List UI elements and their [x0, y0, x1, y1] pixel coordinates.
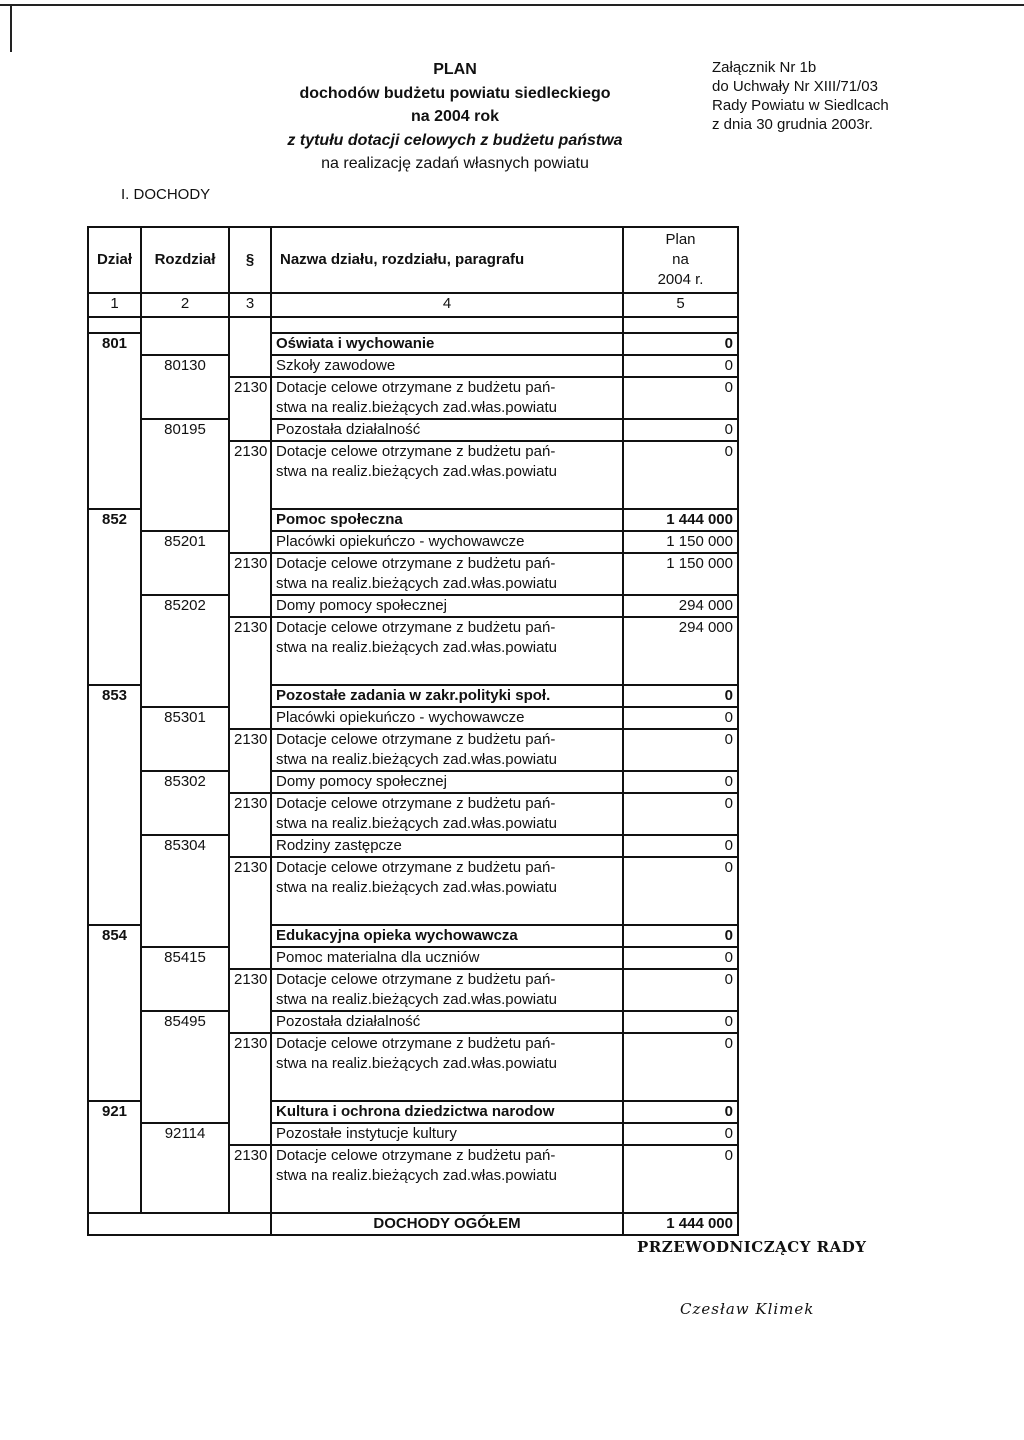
cell-paragraf [229, 398, 271, 419]
cell-rozdzial [141, 553, 229, 574]
cell-dzial: 801 [88, 333, 141, 355]
total-value: 1 444 000 [623, 1213, 738, 1235]
cell-rozdzial [141, 1054, 229, 1074]
cell-paragraf [229, 814, 271, 835]
cell-nazwa: Szkoły zawodowe [271, 355, 623, 377]
dzial-row [88, 925, 738, 947]
spacer-cell [229, 658, 271, 685]
rozdzial-row [88, 771, 738, 793]
cell-paragraf: 2130 [229, 377, 271, 398]
cell-plan: 0 [623, 355, 738, 377]
cell-nazwa: Edukacyjna opieka wychowawcza [271, 925, 623, 947]
cell-paragraf [229, 574, 271, 595]
cell-plan [623, 1054, 738, 1074]
cell-paragraf [229, 685, 271, 707]
spacer-cell [271, 482, 623, 509]
cell-plan: 294 000 [623, 617, 738, 638]
column-number: 4 [271, 293, 623, 317]
cell-nazwa: Rodziny zastępcze [271, 835, 623, 857]
cell-rozdzial: 92114 [141, 1123, 229, 1145]
paragraf-row [88, 553, 738, 574]
cell-rozdzial [141, 857, 229, 878]
cell-rozdzial: 85304 [141, 835, 229, 857]
rozdzial-row [88, 947, 738, 969]
cell-dzial [88, 814, 141, 835]
spacer-cell [141, 1074, 229, 1101]
header-row [88, 227, 738, 293]
cell-dzial [88, 462, 141, 482]
left-margin-mark [10, 4, 12, 52]
spacer-row [88, 898, 738, 925]
paragraf-row [88, 377, 738, 398]
cell-rozdzial [141, 1166, 229, 1186]
cell-rozdzial [141, 333, 229, 355]
rozdzial-row [88, 531, 738, 553]
cell-nazwa: stwa na realiz.bieżących zad.włas.powiatu [271, 1166, 623, 1186]
spacer-cell [88, 1074, 141, 1101]
cell-nazwa: Dotacje celowe otrzymane z budżetu pań- [271, 377, 623, 398]
cell-nazwa: Dotacje celowe otrzymane z budżetu pań- [271, 1145, 623, 1166]
cell-nazwa: Oświata i wychowanie [271, 333, 623, 355]
cell-dzial [88, 835, 141, 857]
spacer-row [88, 658, 738, 685]
annex-line: z dnia 30 grudnia 2003r. [712, 116, 873, 133]
cell-dzial [88, 419, 141, 441]
spacer-row [88, 1074, 738, 1101]
cell-paragraf [229, 462, 271, 482]
cell-plan: 1 150 000 [623, 531, 738, 553]
dzial-row [88, 333, 738, 355]
cell-nazwa: Dotacje celowe otrzymane z budżetu pań- [271, 729, 623, 750]
cell-paragraf [229, 771, 271, 793]
cell-nazwa: Pomoc społeczna [271, 509, 623, 531]
cell-rozdzial [141, 617, 229, 638]
column-number: 5 [623, 293, 738, 317]
cell-nazwa: Pomoc materialna dla uczniów [271, 947, 623, 969]
cell-plan: 0 [623, 1033, 738, 1054]
cell-dzial [88, 617, 141, 638]
cell-rozdzial: 85495 [141, 1011, 229, 1033]
spacer-cell [623, 1186, 738, 1213]
rozdzial-row [88, 1123, 738, 1145]
cell-dzial [88, 1033, 141, 1054]
cell-plan: 0 [623, 685, 738, 707]
cell-paragraf [229, 355, 271, 377]
spacer-cell [141, 898, 229, 925]
section-title: I. DOCHODY [121, 186, 211, 203]
spacer-cell [141, 317, 229, 333]
spacer-cell [141, 658, 229, 685]
header-plan-line: 2004 r. [657, 271, 704, 288]
cell-plan: 0 [623, 771, 738, 793]
signature-name: Czesław Klimek [680, 1300, 815, 1318]
spacer-row [88, 482, 738, 509]
cell-paragraf [229, 509, 271, 531]
cell-nazwa: stwa na realiz.bieżących zad.włas.powiatu [271, 878, 623, 898]
cell-rozdzial [141, 729, 229, 750]
spacer-cell [623, 317, 738, 333]
annex-line: Rady Powiatu w Siedlcach [712, 97, 889, 114]
cell-dzial [88, 750, 141, 771]
cell-paragraf [229, 990, 271, 1011]
rozdzial-row [88, 835, 738, 857]
spacer-cell [271, 658, 623, 685]
dzial-row [88, 685, 738, 707]
cell-plan: 0 [623, 969, 738, 990]
cell-dzial [88, 638, 141, 658]
cell-nazwa: stwa na realiz.bieżących zad.włas.powiatu [271, 638, 623, 658]
cell-rozdzial: 85415 [141, 947, 229, 969]
cell-dzial [88, 1054, 141, 1074]
cell-nazwa: stwa na realiz.bieżących zad.włas.powiatu [271, 574, 623, 595]
total-empty-cell [88, 1213, 141, 1235]
spacer-cell [271, 1074, 623, 1101]
spacer-cell [623, 658, 738, 685]
header-plan [623, 227, 738, 293]
cell-rozdzial: 85302 [141, 771, 229, 793]
cell-paragraf [229, 707, 271, 729]
cell-dzial [88, 377, 141, 398]
cell-paragraf [229, 835, 271, 857]
cell-paragraf [229, 1101, 271, 1123]
continuation-row [88, 398, 738, 419]
cell-rozdzial [141, 638, 229, 658]
cell-rozdzial [141, 1145, 229, 1166]
paragraf-row [88, 729, 738, 750]
cell-nazwa: Domy pomocy społecznej [271, 771, 623, 793]
cell-plan: 0 [623, 1123, 738, 1145]
cell-rozdzial [141, 793, 229, 814]
cell-paragraf: 2130 [229, 969, 271, 990]
cell-rozdzial [141, 969, 229, 990]
cell-rozdzial [141, 990, 229, 1011]
cell-plan: 0 [623, 1101, 738, 1123]
total-label: DOCHODY OGÓŁEM [271, 1213, 623, 1235]
cell-dzial: 852 [88, 509, 141, 531]
cell-paragraf [229, 419, 271, 441]
cell-paragraf: 2130 [229, 553, 271, 574]
cell-plan [623, 814, 738, 835]
spacer-cell [141, 482, 229, 509]
cell-plan: 0 [623, 1145, 738, 1166]
cell-nazwa: Dotacje celowe otrzymane z budżetu pań- [271, 793, 623, 814]
income-table [87, 226, 739, 1236]
continuation-row [88, 750, 738, 771]
title-line: PLAN [433, 61, 477, 78]
paragraf-row [88, 441, 738, 462]
cell-plan [623, 878, 738, 898]
header-paragraf: § [229, 227, 271, 293]
cell-nazwa: stwa na realiz.bieżących zad.włas.powiatu [271, 462, 623, 482]
annex-line: do Uchwały Nr XIII/71/03 [712, 78, 878, 95]
cell-nazwa: Dotacje celowe otrzymane z budżetu pań- [271, 1033, 623, 1054]
cell-paragraf [229, 750, 271, 771]
annex-line: Załącznik Nr 1b [712, 59, 817, 76]
cell-dzial [88, 355, 141, 377]
column-number: 2 [141, 293, 229, 317]
cell-nazwa: stwa na realiz.bieżących zad.włas.powiatu [271, 814, 623, 835]
cell-rozdzial [141, 685, 229, 707]
cell-rozdzial [141, 398, 229, 419]
cell-paragraf [229, 925, 271, 947]
cell-nazwa: Pozostałe zadania w zakr.polityki społ. [271, 685, 623, 707]
cell-nazwa: Dotacje celowe otrzymane z budżetu pań- [271, 553, 623, 574]
cell-paragraf [229, 595, 271, 617]
cell-paragraf: 2130 [229, 1145, 271, 1166]
cell-plan [623, 750, 738, 771]
paragraf-row [88, 1145, 738, 1166]
cell-plan: 0 [623, 707, 738, 729]
cell-paragraf: 2130 [229, 617, 271, 638]
cell-rozdzial [141, 814, 229, 835]
paragraf-row [88, 793, 738, 814]
cell-paragraf [229, 1054, 271, 1074]
cell-plan: 0 [623, 333, 738, 355]
cell-rozdzial [141, 925, 229, 947]
cell-dzial [88, 707, 141, 729]
cell-plan [623, 990, 738, 1011]
cell-dzial [88, 595, 141, 617]
cell-nazwa: Pozostała działalność [271, 1011, 623, 1033]
cell-dzial [88, 969, 141, 990]
rozdzial-row [88, 419, 738, 441]
cell-nazwa: Pozostała działalność [271, 419, 623, 441]
cell-paragraf [229, 947, 271, 969]
cell-dzial: 854 [88, 925, 141, 947]
cell-nazwa: stwa na realiz.bieżących zad.włas.powiatu [271, 750, 623, 771]
continuation-row [88, 1166, 738, 1186]
cell-rozdzial [141, 509, 229, 531]
title-line: na 2004 rok [410, 108, 500, 125]
header-dzial: Dział [88, 227, 141, 293]
cell-paragraf [229, 638, 271, 658]
cell-nazwa: Dotacje celowe otrzymane z budżetu pań- [271, 441, 623, 462]
spacer-cell [229, 482, 271, 509]
cell-rozdzial [141, 878, 229, 898]
spacer-cell [229, 1186, 271, 1213]
cell-dzial [88, 574, 141, 595]
spacer-cell [271, 1186, 623, 1213]
table-body [88, 317, 738, 1235]
cell-rozdzial: 80195 [141, 419, 229, 441]
column-numbers-row [88, 293, 738, 317]
spacer-cell [141, 1186, 229, 1213]
cell-rozdzial [141, 462, 229, 482]
paragraf-row [88, 857, 738, 878]
cell-dzial [88, 1145, 141, 1166]
cell-nazwa: Pozostałe instytucje kultury [271, 1123, 623, 1145]
spacer-cell [229, 1074, 271, 1101]
dzial-row [88, 1101, 738, 1123]
cell-rozdzial [141, 1033, 229, 1054]
cell-paragraf: 2130 [229, 857, 271, 878]
cell-nazwa: Dotacje celowe otrzymane z budżetu pań- [271, 969, 623, 990]
cell-plan [623, 1166, 738, 1186]
cell-dzial [88, 531, 141, 553]
cell-plan [623, 574, 738, 595]
cell-paragraf: 2130 [229, 441, 271, 462]
cell-nazwa: stwa na realiz.bieżących zad.włas.powiatu [271, 990, 623, 1011]
cell-rozdzial: 85202 [141, 595, 229, 617]
cell-plan: 1 444 000 [623, 509, 738, 531]
cell-plan: 0 [623, 835, 738, 857]
cell-paragraf [229, 531, 271, 553]
cell-plan: 0 [623, 793, 738, 814]
cell-rozdzial: 85301 [141, 707, 229, 729]
cell-paragraf [229, 1011, 271, 1033]
column-number: 1 [88, 293, 141, 317]
cell-dzial [88, 857, 141, 878]
cell-plan: 0 [623, 419, 738, 441]
spacer-cell [88, 658, 141, 685]
spacer-cell [229, 898, 271, 925]
cell-nazwa: stwa na realiz.bieżących zad.włas.powiatu [271, 1054, 623, 1074]
cell-plan [623, 462, 738, 482]
header-plan-line: Plan [665, 231, 696, 248]
total-row [88, 1213, 738, 1235]
continuation-row [88, 462, 738, 482]
total-empty-cell [229, 1213, 271, 1235]
spacer-cell [623, 1074, 738, 1101]
cell-dzial [88, 878, 141, 898]
cell-rozdzial: 80130 [141, 355, 229, 377]
cell-plan: 0 [623, 1011, 738, 1033]
spacer-cell [88, 482, 141, 509]
continuation-row [88, 990, 738, 1011]
cell-dzial [88, 553, 141, 574]
cell-plan: 294 000 [623, 595, 738, 617]
cell-rozdzial [141, 1101, 229, 1123]
cell-paragraf [229, 878, 271, 898]
cell-dzial [88, 1011, 141, 1033]
paragraf-row [88, 1033, 738, 1054]
cell-nazwa: Dotacje celowe otrzymane z budżetu pań- [271, 857, 623, 878]
cell-plan [623, 398, 738, 419]
continuation-row [88, 814, 738, 835]
annex-note [712, 58, 889, 134]
cell-nazwa: Kultura i ochrona dziedzictwa narodow [271, 1101, 623, 1123]
cell-rozdzial [141, 574, 229, 595]
cell-paragraf [229, 1166, 271, 1186]
spacer-cell [88, 317, 141, 333]
cell-paragraf: 2130 [229, 793, 271, 814]
cell-plan: 0 [623, 441, 738, 462]
spacer-cell [88, 898, 141, 925]
spacer-cell [271, 898, 623, 925]
cell-nazwa: Domy pomocy społecznej [271, 595, 623, 617]
spacer-cell [229, 317, 271, 333]
cell-dzial: 853 [88, 685, 141, 707]
spacer-cell [623, 482, 738, 509]
spacer-cell [271, 317, 623, 333]
cell-plan: 0 [623, 377, 738, 398]
cell-nazwa: stwa na realiz.bieżących zad.włas.powiatu [271, 398, 623, 419]
cell-paragraf: 2130 [229, 729, 271, 750]
cell-plan [623, 638, 738, 658]
rozdzial-row [88, 595, 738, 617]
total-empty-cell [141, 1213, 229, 1235]
cell-nazwa: Dotacje celowe otrzymane z budżetu pań- [271, 617, 623, 638]
cell-dzial [88, 771, 141, 793]
paragraf-row [88, 969, 738, 990]
continuation-row [88, 638, 738, 658]
cell-paragraf [229, 333, 271, 355]
cell-rozdzial [141, 441, 229, 462]
signature-title: PRZEWODNICZĄCY RADY [637, 1238, 867, 1256]
cell-rozdzial [141, 377, 229, 398]
cell-dzial [88, 398, 141, 419]
continuation-row [88, 574, 738, 595]
cell-dzial [88, 441, 141, 462]
header-nazwa: Nazwa działu, rozdziału, paragrafu [271, 227, 623, 293]
cell-nazwa: Placówki opiekuńczo - wychowawcze [271, 707, 623, 729]
rozdzial-row [88, 1011, 738, 1033]
cell-plan: 0 [623, 857, 738, 878]
header-rozdzial: Rozdział [141, 227, 229, 293]
continuation-row [88, 1054, 738, 1074]
continuation-row [88, 878, 738, 898]
cell-rozdzial: 85201 [141, 531, 229, 553]
paragraf-row [88, 617, 738, 638]
cell-dzial [88, 947, 141, 969]
title-line: na realizację zadań własnych powiatu [321, 155, 589, 172]
cell-dzial [88, 1123, 141, 1145]
rozdzial-row [88, 707, 738, 729]
cell-plan: 0 [623, 729, 738, 750]
cell-plan: 0 [623, 925, 738, 947]
rozdzial-row [88, 355, 738, 377]
title-line: dochodów budżetu powiatu siedleckiego [299, 84, 611, 102]
cell-nazwa: Placówki opiekuńczo - wychowawcze [271, 531, 623, 553]
top-border-line [0, 4, 1024, 6]
title-line: z tytułu dotacji celowych z budżetu państwa [287, 131, 623, 149]
cell-paragraf: 2130 [229, 1033, 271, 1054]
spacer-row [88, 317, 738, 333]
cell-rozdzial [141, 750, 229, 771]
spacer-cell [623, 898, 738, 925]
plan-title [230, 58, 680, 176]
spacer-row [88, 1186, 738, 1213]
dzial-row [88, 509, 738, 531]
cell-dzial [88, 990, 141, 1011]
column-number: 3 [229, 293, 271, 317]
cell-dzial: 921 [88, 1101, 141, 1123]
cell-paragraf [229, 1123, 271, 1145]
cell-plan: 1 150 000 [623, 553, 738, 574]
cell-plan: 0 [623, 947, 738, 969]
cell-dzial [88, 793, 141, 814]
cell-dzial [88, 1166, 141, 1186]
cell-dzial [88, 729, 141, 750]
spacer-cell [88, 1186, 141, 1213]
header-plan-line: na [672, 251, 689, 268]
